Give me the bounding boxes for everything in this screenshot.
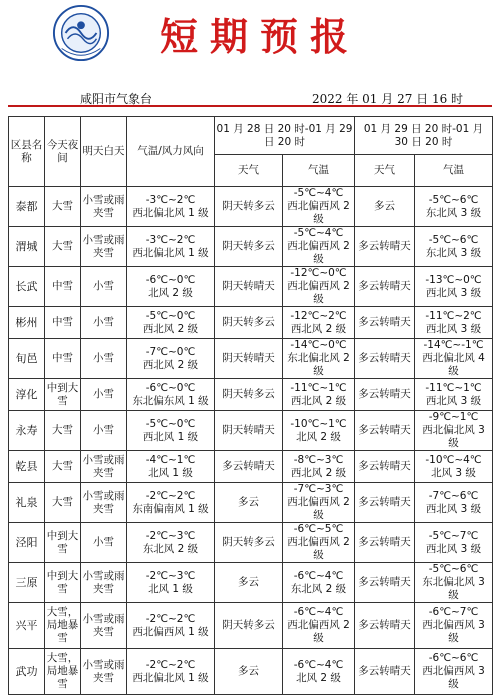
period1-wind: 北风 2 级: [296, 430, 341, 443]
period1-temp: -6℃~5℃: [293, 523, 344, 535]
district-name: 旬邑: [9, 339, 45, 379]
period1-weather: 阴天转多云: [215, 307, 283, 339]
col-period1-temp: 气温: [283, 155, 355, 187]
period2-wind: 西北偏北风 4 级: [422, 352, 485, 377]
issue-time: 2022 年 01 月 27 日 16 时: [312, 92, 464, 106]
tonight-weather: 中到大雪: [45, 563, 81, 603]
period2-temp-cell: [415, 483, 493, 523]
period1-wind: 西北偏西风 2 级: [287, 200, 350, 225]
forecast-table: [8, 116, 493, 695]
period1-temp: -10℃~1℃: [290, 417, 347, 430]
period2-temp-cell: [415, 563, 493, 603]
col-period2-temp: 气温: [415, 155, 493, 187]
period2-temp-cell: [415, 187, 493, 227]
period1-temp: -6℃~4℃: [293, 606, 344, 618]
tonight-weather: 大雪: [45, 411, 81, 451]
period1-wind: 西北偏西风 2 级: [287, 496, 350, 521]
period1-temp: -5℃~4℃: [293, 187, 344, 199]
table-row: [9, 523, 493, 563]
district-name: 彬州: [9, 307, 45, 339]
period2-weather: 多云转晴天: [355, 307, 415, 339]
temp-range: -2℃~3℃: [145, 529, 196, 542]
col-period1: 01 月 28 日 20 时-01 月 29 日 20 时: [215, 117, 355, 155]
period1-temp-cell: [283, 339, 355, 379]
temp-range: -3℃~2℃: [145, 233, 196, 246]
wind: 西北偏西风 1 级: [132, 625, 209, 638]
temp-range: -5℃~0℃: [145, 309, 196, 322]
period2-wind: 东北风 3 级: [425, 206, 482, 219]
tomorrow-day-weather: 小雪或雨夹雪: [81, 603, 127, 649]
tomorrow-day-weather: 小雪: [81, 379, 127, 411]
period2-weather: 多云转晴天: [355, 483, 415, 523]
period1-temp: -7℃~3℃: [293, 483, 344, 495]
period1-weather: 多云: [215, 649, 283, 695]
district-name: 兴平: [9, 603, 45, 649]
temp-wind-cell: [127, 307, 215, 339]
tomorrow-day-weather: 小雪: [81, 523, 127, 563]
period1-temp: -14℃~0℃: [290, 339, 347, 351]
tonight-weather: 大雪，局地暴雪: [45, 649, 81, 695]
table-row: [9, 451, 493, 483]
period1-weather: 阴天转多云: [215, 603, 283, 649]
wind: 西北风 2 级: [142, 358, 199, 371]
col-period2-weather: 天气: [355, 155, 415, 187]
temp-wind-cell: [127, 339, 215, 379]
temp-wind-cell: [127, 267, 215, 307]
tonight-weather: 中到大雪: [45, 523, 81, 563]
temp-wind-cell: [127, 451, 215, 483]
period1-temp-cell: [283, 451, 355, 483]
period1-temp-cell: [283, 411, 355, 451]
temp-range: -6℃~0℃: [145, 381, 196, 394]
temp-wind-cell: [127, 227, 215, 267]
tomorrow-day-weather: 小雪: [81, 307, 127, 339]
district-name: 泾阳: [9, 523, 45, 563]
tomorrow-day-weather: 小雪或雨夹雪: [81, 563, 127, 603]
temp-wind-cell: [127, 649, 215, 695]
period2-temp-cell: [415, 379, 493, 411]
temp-wind-cell: [127, 483, 215, 523]
period1-temp-cell: [283, 649, 355, 695]
period2-wind: 西北风 3 级: [425, 502, 482, 515]
period2-temp: -14℃~-1℃: [423, 339, 484, 351]
district-name: 泰都: [9, 187, 45, 227]
period2-weather: 多云转晴天: [355, 379, 415, 411]
period1-temp-cell: [283, 563, 355, 603]
period2-temp: -11℃~2℃: [425, 309, 482, 322]
period2-temp: -11℃~1℃: [425, 381, 482, 394]
period1-wind: 西北风 2 级: [290, 394, 347, 407]
wind: 东南偏南风 1 级: [132, 502, 209, 515]
period2-weather: 多云转晴天: [355, 649, 415, 695]
period2-weather: 多云转晴天: [355, 603, 415, 649]
period2-weather: 多云: [355, 187, 415, 227]
period2-weather: 多云转晴天: [355, 523, 415, 563]
col-temp-wind: 气温/风力风向: [127, 117, 215, 187]
temp-range: -6℃~0℃: [145, 273, 196, 286]
period1-temp-cell: [283, 379, 355, 411]
period2-temp-cell: [415, 339, 493, 379]
tomorrow-day-weather: 小雪: [81, 411, 127, 451]
tomorrow-day-weather: 小雪或雨夹雪: [81, 483, 127, 523]
period2-temp-cell: [415, 267, 493, 307]
period1-weather: 多云: [215, 563, 283, 603]
tomorrow-day-weather: 小雪或雨夹雪: [81, 187, 127, 227]
period2-weather: 多云转晴天: [355, 267, 415, 307]
table-row: [9, 339, 493, 379]
table-row: [9, 307, 493, 339]
period2-weather: 多云转晴天: [355, 411, 415, 451]
tomorrow-day-weather: 小雪或雨夹雪: [81, 227, 127, 267]
period2-wind: 西北偏北风 3 级: [422, 424, 485, 449]
period1-temp-cell: [283, 267, 355, 307]
period2-wind: 西北风 3 级: [425, 322, 482, 335]
wind: 西北偏北风 1 级: [132, 671, 209, 684]
period2-temp: -5℃~6℃: [428, 233, 479, 246]
temp-wind-cell: [127, 523, 215, 563]
period2-temp-cell: [415, 307, 493, 339]
period1-wind: 北风 2 级: [296, 671, 341, 684]
table-row: [9, 483, 493, 523]
table-row: [9, 649, 493, 695]
tonight-weather: 大雪: [45, 483, 81, 523]
temp-range: -4℃~1℃: [145, 453, 196, 466]
tonight-weather: 大雪: [45, 451, 81, 483]
period2-wind: 东北偏北风 3 级: [422, 576, 485, 601]
col-tonight: 今天夜间: [45, 117, 81, 187]
period2-temp: -13℃~0℃: [425, 273, 482, 286]
temp-range: -5℃~0℃: [145, 417, 196, 430]
period2-wind: 西北偏西风 3 级: [422, 619, 485, 644]
period1-wind: 西北偏西风 2 级: [287, 280, 350, 305]
period2-temp: -5℃~6℃: [428, 193, 479, 206]
period1-weather: 阴天转晴天: [215, 339, 283, 379]
temp-range: -2℃~2℃: [145, 612, 196, 625]
temp-range: -2℃~3℃: [145, 569, 196, 582]
period2-wind: 西北风 3 级: [425, 394, 482, 407]
wind: 东北偏东风 1 级: [132, 394, 209, 407]
wind: 西北偏北风 1 级: [132, 246, 209, 259]
district-name: 淳化: [9, 379, 45, 411]
period1-wind: 西北偏西风 2 级: [287, 619, 350, 644]
period2-temp-cell: [415, 227, 493, 267]
col-period1-weather: 天气: [215, 155, 283, 187]
temp-wind-cell: [127, 187, 215, 227]
temp-range: -2℃~2℃: [145, 489, 196, 502]
period2-weather: 多云转晴天: [355, 339, 415, 379]
meteorological-logo: [52, 4, 110, 62]
period1-temp-cell: [283, 523, 355, 563]
district-name: 武功: [9, 649, 45, 695]
period2-temp-cell: [415, 411, 493, 451]
period2-temp: -5℃~7℃: [428, 529, 479, 542]
tomorrow-day-weather: 小雪: [81, 267, 127, 307]
period2-temp: -6℃~6℃: [428, 652, 479, 664]
period1-weather: 阴天转多云: [215, 187, 283, 227]
period1-temp: -6℃~4℃: [293, 569, 344, 582]
period2-temp-cell: [415, 603, 493, 649]
tonight-weather: 大雪: [45, 187, 81, 227]
period2-temp-cell: [415, 649, 493, 695]
tonight-weather: 大雪: [45, 227, 81, 267]
period1-wind: 东北偏北风 2 级: [287, 352, 350, 377]
district-name: 乾县: [9, 451, 45, 483]
period1-weather: 多云: [215, 483, 283, 523]
period2-temp-cell: [415, 451, 493, 483]
table-row: [9, 563, 493, 603]
district-name: 三原: [9, 563, 45, 603]
period1-temp-cell: [283, 307, 355, 339]
period2-temp-cell: [415, 523, 493, 563]
temp-range: -3℃~2℃: [145, 193, 196, 206]
wind: 西北风 1 级: [142, 430, 199, 443]
period1-temp: -5℃~4℃: [293, 227, 344, 239]
tonight-weather: 中到大雪: [45, 379, 81, 411]
period1-weather: 阴天转晴天: [215, 267, 283, 307]
district-name: 礼泉: [9, 483, 45, 523]
wind: 北风 1 级: [148, 582, 193, 595]
period2-temp: -10℃~4℃: [425, 453, 482, 466]
temp-wind-cell: [127, 379, 215, 411]
table-row: [9, 411, 493, 451]
period1-temp-cell: [283, 483, 355, 523]
period1-weather: 阴天转晴天: [215, 411, 283, 451]
temp-range: -2℃~2℃: [145, 658, 196, 671]
table-row: [9, 187, 493, 227]
table-row: [9, 267, 493, 307]
period1-temp: -6℃~4℃: [293, 658, 344, 671]
period2-temp: -5℃~6℃: [428, 563, 479, 575]
period1-temp: -8℃~3℃: [293, 453, 344, 466]
table-row: [9, 603, 493, 649]
col-period2: 01 月 29 日 20 时-01 月 30 日 20 时: [355, 117, 493, 155]
tonight-weather: 中雪: [45, 267, 81, 307]
issuing-organization: 咸阳市气象台: [80, 92, 153, 106]
period1-temp-cell: [283, 227, 355, 267]
district-name: 永寿: [9, 411, 45, 451]
wind: 东北风 2 级: [142, 542, 199, 555]
period1-wind: 西北风 2 级: [290, 322, 347, 335]
period1-wind: 西北偏西风 2 级: [287, 240, 350, 265]
temp-wind-cell: [127, 603, 215, 649]
period2-temp: -7℃~6℃: [428, 489, 479, 502]
period2-wind: 西北风 3 级: [425, 542, 482, 555]
period1-weather: 阴天转多云: [215, 227, 283, 267]
period1-temp-cell: [283, 603, 355, 649]
tomorrow-day-weather: 小雪或雨夹雪: [81, 451, 127, 483]
period2-wind: 西北偏西风 3 级: [422, 665, 485, 690]
period1-weather: 多云转晴天: [215, 451, 283, 483]
temp-wind-cell: [127, 411, 215, 451]
district-name: 渭城: [9, 227, 45, 267]
tomorrow-day-weather: 小雪或雨夹雪: [81, 649, 127, 695]
temp-range: -7℃~0℃: [145, 345, 196, 358]
period1-temp: -12℃~0℃: [290, 267, 347, 279]
wind: 北风 2 级: [148, 286, 193, 299]
period1-temp: -11℃~1℃: [290, 381, 347, 394]
period2-temp: -6℃~7℃: [428, 606, 479, 618]
tonight-weather: 大雪，局地暴雪: [45, 603, 81, 649]
wind: 西北风 2 级: [142, 322, 199, 335]
header-divider: [8, 105, 492, 107]
period2-wind: 东北风 3 级: [425, 246, 482, 259]
table-row: [9, 379, 493, 411]
district-name: 长武: [9, 267, 45, 307]
period1-wind: 西北风 2 级: [290, 466, 347, 479]
wind: 北风 1 级: [148, 466, 193, 479]
period1-temp: -12℃~2℃: [290, 309, 347, 322]
col-district: 区县名称: [9, 117, 45, 187]
period2-weather: 多云转晴天: [355, 563, 415, 603]
tonight-weather: 中雪: [45, 339, 81, 379]
period2-temp: -9℃~1℃: [428, 411, 479, 423]
col-tomorrow-day: 明天白天: [81, 117, 127, 187]
table-row: [9, 227, 493, 267]
period1-temp-cell: [283, 187, 355, 227]
tomorrow-day-weather: 小雪: [81, 339, 127, 379]
period2-weather: 多云转晴天: [355, 227, 415, 267]
tonight-weather: 中雪: [45, 307, 81, 339]
page-title: 短期预报: [160, 14, 361, 59]
period1-weather: 阴天转多云: [215, 379, 283, 411]
period1-wind: 西北偏西风 2 级: [287, 536, 350, 561]
temp-wind-cell: [127, 563, 215, 603]
period1-weather: 阴天转多云: [215, 523, 283, 563]
wind: 西北偏北风 1 级: [132, 206, 209, 219]
period2-wind: 北风 3 级: [431, 466, 476, 479]
period2-wind: 西北风 3 级: [425, 286, 482, 299]
period2-weather: 多云转晴天: [355, 451, 415, 483]
period1-wind: 东北风 2 级: [290, 582, 347, 595]
